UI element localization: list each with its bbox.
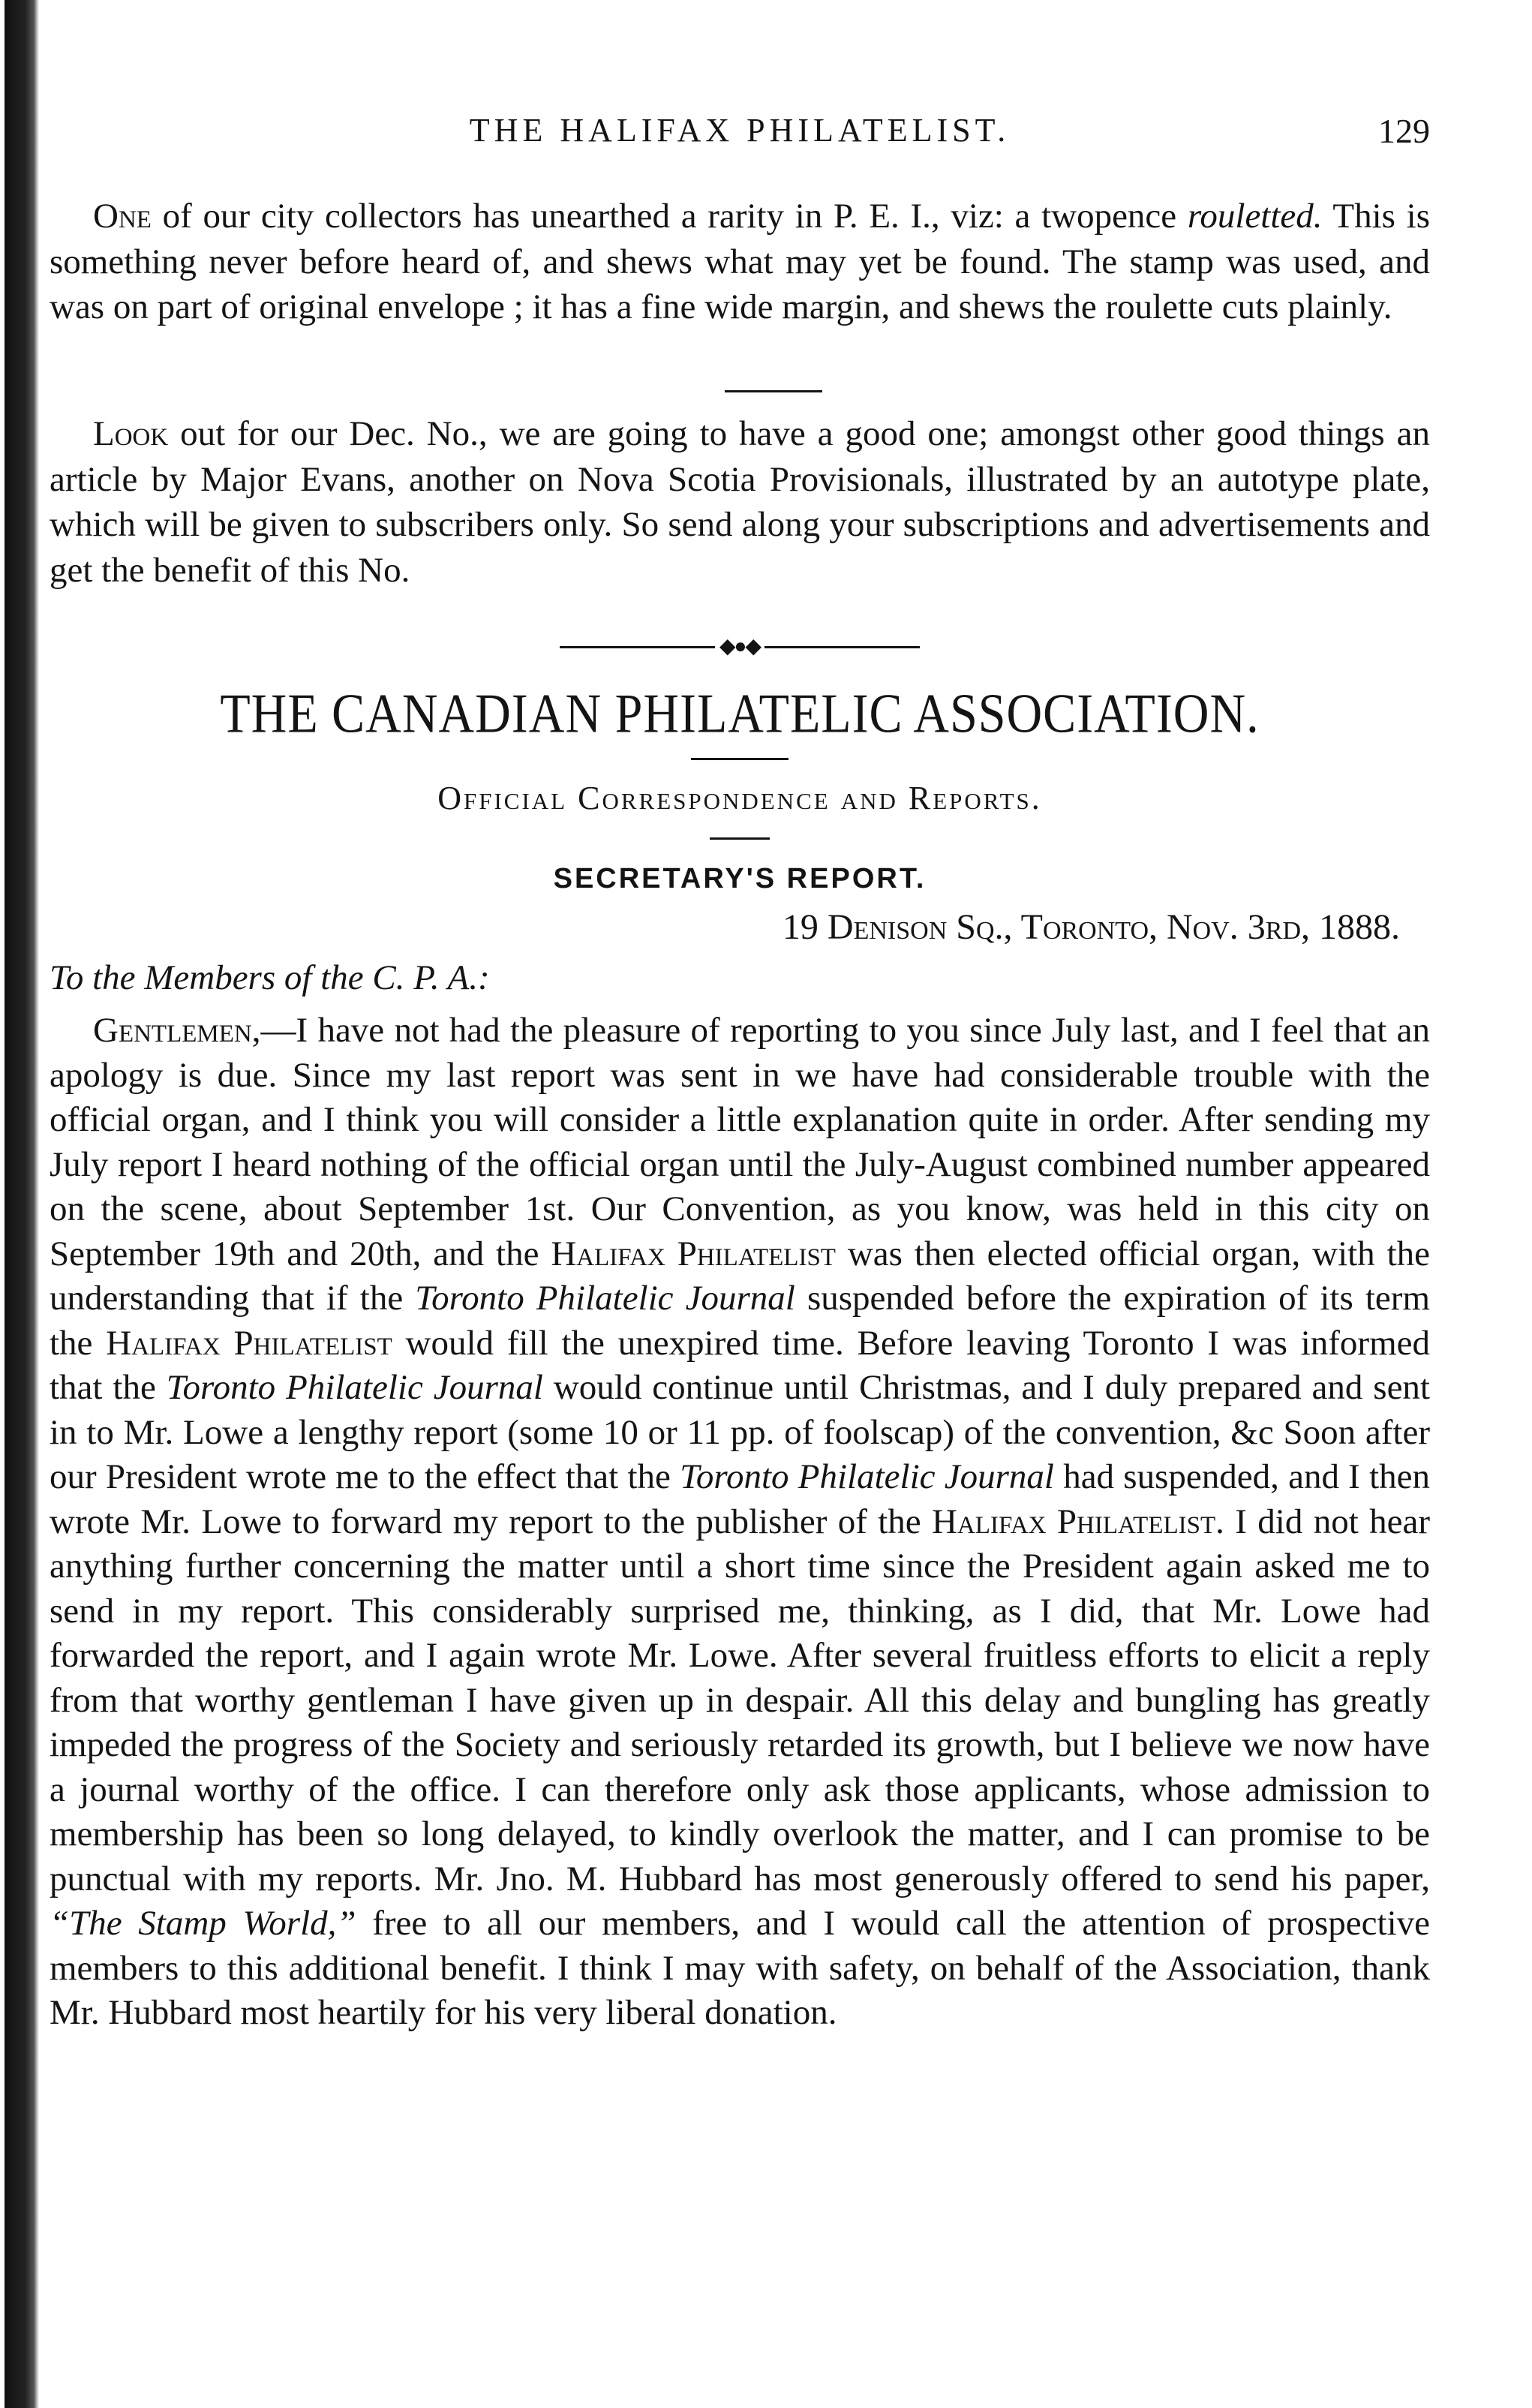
notice-december-text: out for our Dec. No., we are going to have a good one; amongst other good things an article by Major Evans, another on Nova Scotia Provisionals, illustrated by an autotype plate, which will be given to subscribers only. So send along your subscriptions and advertisements and get the benefit of this No. — [50, 414, 1430, 590]
association-title: THE CANADIAN PHILATELIC ASSOCIATION. — [220, 683, 1260, 745]
notice-rarity-text: of our city collectors has unearthed a rarity in P. E. I., viz: a twopence — [151, 197, 1188, 236]
report-body — [50, 1009, 1430, 2036]
notice-rarity — [50, 194, 1430, 330]
report-publication-name: Halifax Philatelist — [106, 1323, 392, 1363]
report-text: —I have not had the pleasure of reporting to you since July last, and I feel that an apology is due. Since my last report was sent in we have had considerable trouble with the official organ, and I think you will consider a little explanation quite in order. After sending my July report I heard nothing of the official organ until the July-August combined number appeared on the scene, about September 1st. Our Convention, as you know, was held in this city on September 19th and 20th, and the — [50, 1011, 1430, 1273]
running-head — [50, 111, 1430, 164]
report-text: was then elected official organ, with the understanding that if the — [50, 1234, 1430, 1318]
association-subheading: Official Correspondence and Reports. — [437, 780, 1042, 816]
report-lead: Gentlemen, — [93, 1011, 261, 1050]
report-text: suspended before the expiration of its term the — [50, 1279, 1430, 1363]
report-journal-name: Toronto Philatelic Journal — [680, 1457, 1054, 1496]
page-number: 129 — [1378, 112, 1430, 150]
short-rule — [725, 390, 822, 392]
report-text: would continue until Christmas, and I duly prepared and sent in to Mr. Lowe a lengthy report (some 10 or 11 pp. of foolscap) of the convention, &c Soon after our President wrote me to the effect that the — [50, 1368, 1430, 1496]
report-text: would fill the unexpired time. Before leaving Toronto I was informed that the — [50, 1323, 1430, 1407]
report-journal-name: Toronto Philatelic Journal — [166, 1368, 543, 1407]
running-title: THE HALIFAX PHILATELIST. — [469, 112, 1011, 149]
report-text: had suspended, and I then wrote Mr. Lowe to forward my report to the publisher of the — [50, 1457, 1430, 1541]
notice-rarity-text2: This is something never before heard of, and shews what may yet be found. The stamp was used, and was on part of original envelope ; it has a fine wide margin, and shews the roulette cuts plainly. — [50, 197, 1430, 326]
report-paper-name: “The Stamp World,” — [50, 1904, 356, 1943]
page-binding-edge — [5, 0, 39, 2408]
report-salutation: To the Members of the C. P. A.: — [50, 958, 490, 997]
title-rule — [691, 758, 789, 760]
report-title: SECRETARY'S REPORT. — [553, 863, 927, 894]
report-address: 19 Denison Sq., Toronto, Nov. 3rd, 1888. — [782, 907, 1400, 947]
notice-rarity-italic: rouletted. — [1187, 197, 1323, 236]
report-publication-name: Halifax Philatelist — [551, 1234, 836, 1273]
report-text: free to all our members, and I would call the attention of prospective members to this additional benefit. I think I may with safety, on behalf of the Association, thank Mr. Hubbard most heartily for his very liberal donation. — [50, 1904, 1430, 2032]
ornamental-divider: ◆●◆ — [560, 638, 920, 656]
report-text: I did not hear anything further concerning the matter until a short time since the President again asked me to send in my report. This considerably surprised me, thinking, as I did, that Mr. Lowe had forwarded the report, and I again wrote Mr. Lowe. After several fruitless efforts to elicit a reply from that worthy gentleman I have given up in despair. All this delay and bungling has greatly impeded the progress of the Society and seriously retarded its growth, but I believe we now have a journal worthy of the office. I can therefore only ask those applicants, whose admission to membership has been so long delayed, to kindly overlook the matter, and I can promise to be punctual with my reports. Mr. Jno. M. Hubbard has most generously offered to send his paper, — [50, 1502, 1430, 1898]
notice-rarity-lead: One — [93, 197, 152, 236]
notice-december-lead: Look — [93, 414, 169, 453]
report-journal-name: Toronto Philatelic Journal — [415, 1279, 795, 1318]
notice-december — [50, 411, 1430, 593]
report-publication-name: Halifax Philatelist. — [932, 1502, 1224, 1541]
subheading-rule — [710, 837, 770, 840]
